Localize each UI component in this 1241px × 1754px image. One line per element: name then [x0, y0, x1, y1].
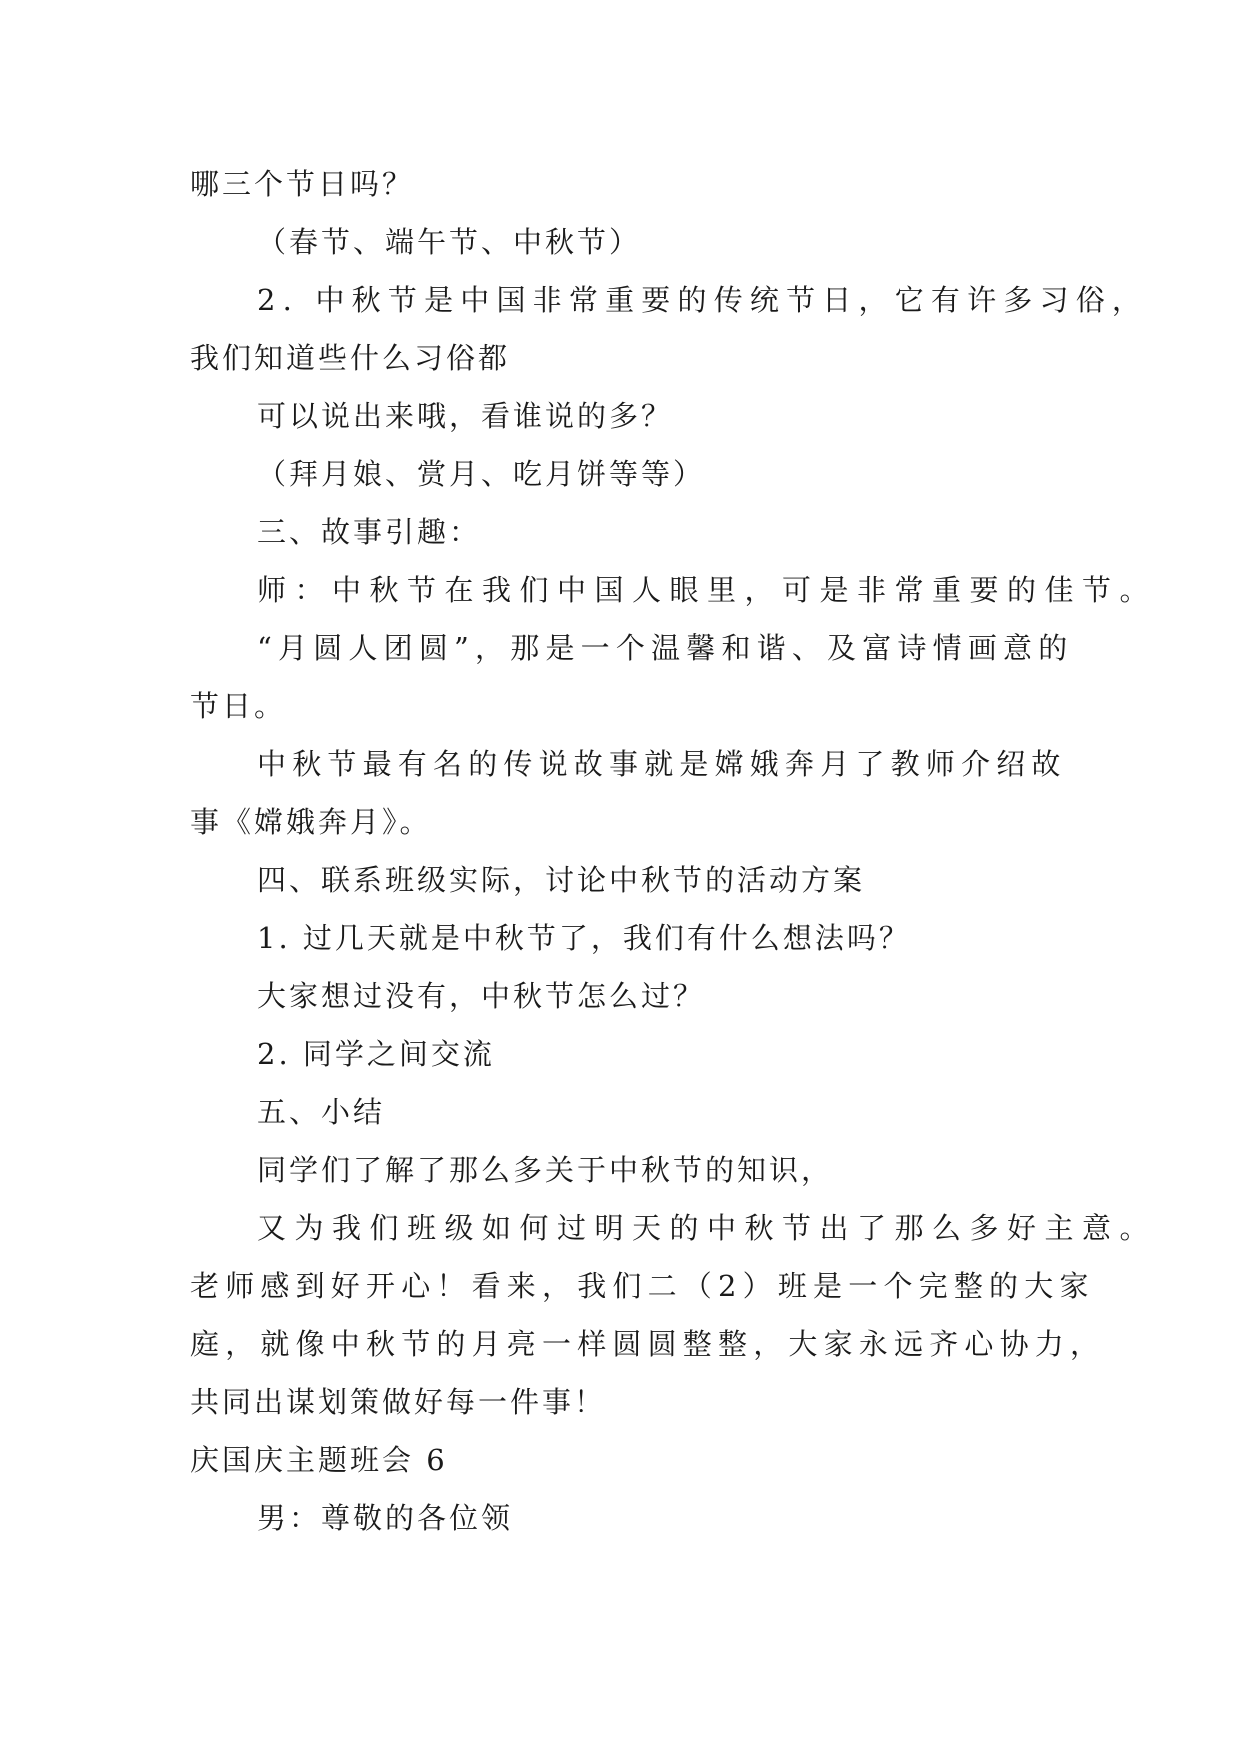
text-line: 又为我们班级如何过明天的中秋节出了那么多好主意。	[257, 1211, 1158, 1245]
text-line: 师：中秋节在我们中国人眼里，可是非常重要的佳节。	[257, 573, 1158, 607]
text-line: 2. 同学之间交流	[257, 1037, 495, 1071]
text-line: 事《嫦娥奔月》。	[190, 805, 432, 839]
section-heading: 五、小结	[257, 1095, 386, 1129]
text-line: 节日。	[190, 689, 287, 723]
text-line: （拜月娘、赏月、吃月饼等等）	[257, 457, 706, 491]
text-line: 哪三个节日吗？	[190, 167, 415, 201]
text-line: 老师感到好开心！看来，我们二（2）班是一个完整的大家	[190, 1269, 1095, 1303]
text-line: 庭，就像中秋节的月亮一样圆圆整整，大家永远齐心协力，	[190, 1327, 1106, 1361]
text-line: （春节、端午节、中秋节）	[257, 225, 642, 259]
text-line: 我们知道些什么习俗都	[190, 341, 511, 375]
text-line: 同学们了解了那么多关于中秋节的知识，	[257, 1153, 834, 1187]
text-line: 男：尊敬的各位领	[257, 1501, 514, 1535]
text-line: 可以说出来哦，看谁说的多？	[257, 399, 674, 433]
text-line: “月圆人团圆”，那是一个温馨和谐、及富诗情画意的	[257, 631, 1074, 665]
section-heading: 四、联系班级实际，讨论中秋节的活动方案	[257, 863, 866, 897]
text-line: 共同出谋划策做好每一件事！	[190, 1385, 607, 1419]
section-heading: 三、故事引趣：	[257, 515, 482, 549]
document-title: 庆国庆主题班会 6	[190, 1443, 448, 1477]
text-line: 1. 过几天就是中秋节了，我们有什么想法吗？	[257, 921, 911, 955]
text-line: 2. 中秋节是中国非常重要的传统节日，它有许多习俗，	[257, 283, 1149, 317]
text-line: 大家想过没有，中秋节怎么过？	[257, 979, 706, 1013]
text-line: 中秋节最有名的传说故事就是嫦娥奔月了教师介绍故	[257, 747, 1067, 781]
